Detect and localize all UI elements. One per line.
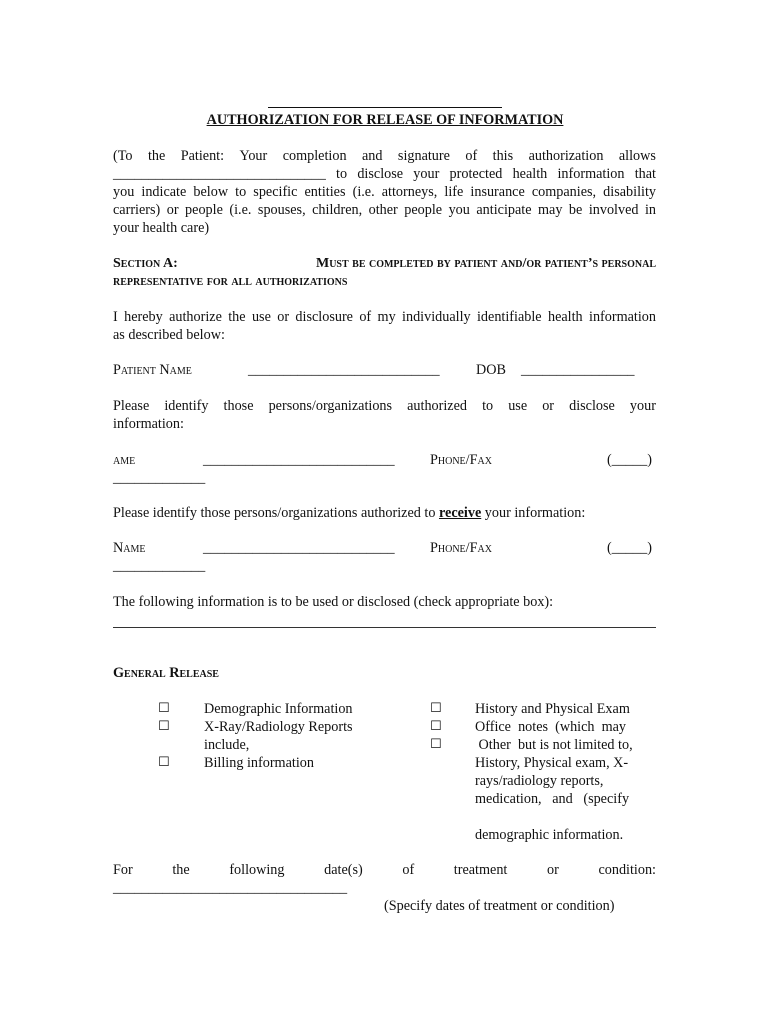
intro-line-2: ______________________________ to disclose your protected health information that	[113, 166, 656, 182]
intro-line-1	[113, 147, 656, 165]
disclose-continuation-field[interactable]: _____________	[113, 470, 206, 486]
disclose-name-field[interactable]: ___________________________	[203, 452, 395, 468]
identify-receive-line	[113, 504, 585, 522]
general-release-right-list	[475, 700, 657, 844]
authorize-paragraph	[113, 308, 656, 344]
authorize-line-1: I hereby authorize the use or disclosure of my individually identifiable health information	[113, 309, 656, 325]
used-disclosed-instruction: The following information is to be used or disclosed (check appropriate box):	[113, 594, 554, 610]
intro-line-1-word: of	[465, 148, 478, 164]
identify-disclose-line-1-word: identify	[164, 398, 209, 414]
item-rays-radiology-reports: rays/radiology reports,	[475, 773, 604, 789]
identify-receive-text-start: Please identify those persons/organizations authorized to	[113, 505, 439, 521]
identify-disclose-line-1-word: persons/organizations	[268, 398, 393, 414]
intro-line-1-word: (To	[113, 148, 133, 164]
intro-line-1-word: and	[361, 148, 383, 164]
receive-emphasis: receive	[438, 505, 482, 521]
dob-field[interactable]: ________________	[521, 362, 635, 378]
dates-line-1-word: date(s)	[324, 862, 363, 878]
identify-disclose-line-1-word: use	[508, 398, 528, 414]
checkbox-office-notes[interactable]: ☐	[430, 719, 442, 734]
item-history-physical-exam: History and Physical Exam	[475, 701, 630, 717]
item-include: include,	[204, 737, 250, 753]
intro-paragraph	[113, 147, 656, 237]
disclose-phone-field[interactable]: (_____)	[607, 452, 652, 468]
dates-line-1-word: of	[402, 862, 415, 878]
item-medication-specify: medication, and (specify	[475, 791, 630, 807]
receive-name-label: Name	[113, 540, 146, 556]
dates-caption: (Specify dates of treatment or condition)	[384, 898, 615, 914]
checkbox-demographic[interactable]: ☐	[158, 701, 170, 716]
receive-name-field[interactable]: ___________________________	[203, 540, 395, 556]
intro-line-1-word: Your	[239, 148, 268, 164]
dates-field[interactable]: _________________________________	[113, 880, 348, 896]
section-a-line-2: representative for all authorizations	[113, 274, 348, 289]
disclose-phone-label: Phone/Fax	[430, 452, 492, 468]
identify-disclose-line-1	[113, 397, 656, 415]
item-spacer	[475, 808, 657, 826]
checkbox-xray[interactable]: ☐	[158, 719, 170, 734]
dates-paragraph	[113, 861, 656, 879]
dates-line-1-word: condition:	[598, 862, 656, 878]
receive-continuation-field[interactable]: _____________	[113, 558, 206, 574]
checkbox-other[interactable]: ☐	[430, 737, 442, 752]
dates-line-1-word: For	[113, 862, 133, 878]
dates-line-1-word: following	[229, 862, 285, 878]
item-xray-radiology-reports: X-Ray/Radiology Reports	[204, 719, 353, 735]
section-a-label: Section A:	[113, 256, 178, 271]
receive-phone-field[interactable]: (_____)	[607, 540, 652, 556]
identify-disclose-line-1-word: or	[542, 398, 555, 414]
item-demographic-information-right: demographic information.	[475, 827, 624, 843]
identify-disclose-line-1-word: those	[223, 398, 254, 414]
dates-line-1	[113, 861, 656, 879]
intro-line-5: your health care)	[113, 220, 210, 236]
identify-disclose-line-1-word: your	[629, 398, 656, 414]
identify-disclose-line-2: information:	[113, 416, 184, 432]
identify-disclose-line-1-word: disclose	[569, 398, 615, 414]
item-office-notes: Office notes (which may	[475, 719, 627, 735]
item-demographic-information: Demographic Information	[204, 701, 353, 717]
item-history-physical-xray: History, Physical exam, X-	[475, 755, 629, 771]
section-a-instruction: Must be completed by patient and/or patient’s personal	[315, 256, 656, 271]
general-release-left-list	[204, 700, 374, 772]
identify-disclose-paragraph	[113, 397, 656, 433]
dates-line-1-word: treatment	[453, 862, 508, 878]
identify-receive-text-end: your information:	[481, 505, 586, 521]
intro-line-3: you indicate below to specific entities (i.e. attorneys, life insurance companies, disability	[113, 184, 656, 200]
identify-disclose-line-1-word: authorized	[407, 398, 467, 414]
intro-line-1-word: signature	[397, 148, 450, 164]
receive-phone-label: Phone/Fax	[430, 540, 492, 556]
dob-label: DOB	[476, 362, 506, 378]
page-title: AUTHORIZATION FOR RELEASE OF INFORMATION	[206, 112, 564, 128]
dates-line-1-word: the	[172, 862, 190, 878]
patient-name-label: Patient Name	[113, 362, 192, 378]
identify-disclose-line-1-word: Please	[113, 398, 150, 414]
intro-line-1-word: the	[147, 148, 166, 164]
title-top-rule	[268, 107, 502, 108]
intro-line-1-word: this	[492, 148, 514, 164]
intro-line-1-word: authorization	[528, 148, 604, 164]
item-other: Other but is not limited to,	[475, 737, 633, 753]
checkbox-billing[interactable]: ☐	[158, 755, 170, 770]
disclose-name-label: ame	[113, 452, 136, 468]
used-disclosed-rule	[113, 627, 656, 628]
intro-line-1-word: Patient:	[180, 148, 225, 164]
dates-line-1-word: or	[547, 862, 559, 878]
general-release-heading: General Release	[113, 665, 219, 681]
intro-line-1-word: allows	[618, 148, 656, 164]
patient-name-field[interactable]: ___________________________	[248, 362, 440, 378]
section-a-heading	[113, 255, 656, 291]
identify-disclose-line-1-word: to	[482, 398, 494, 414]
checkbox-history-physical[interactable]: ☐	[430, 701, 442, 716]
authorize-line-2: as described below:	[113, 327, 225, 343]
intro-line-1-word: completion	[282, 148, 347, 164]
intro-line-4: carriers) or people (i.e. spouses, children, other people you anticipate may be involved in	[113, 202, 656, 218]
item-billing-information: Billing information	[204, 755, 314, 771]
